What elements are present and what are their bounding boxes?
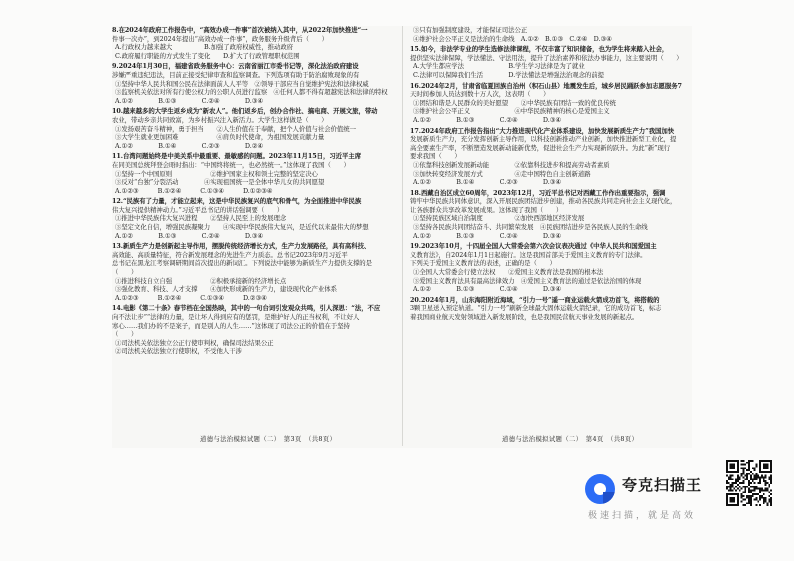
answer-option-line: A.①② B.①③ C.②④ D.③④ xyxy=(413,115,562,124)
answer-option-line: A.①② B.①③ C.②④ D.③④ xyxy=(115,231,264,240)
question-text-line: 件事一次办”，到2024年提出“高效办成一件事”，政务服务升级背后（ ） xyxy=(112,34,328,43)
question-stem-line: 16.2024年2月，甘肃省临夏回族自治州（积石山县）地震发生后，城乡居民踊跃参加志愿服务7 xyxy=(410,81,682,90)
question-stem-line: 17.2024年政府工作报告指出“大力推进现代化产业体系建设，加快发展新质生产力”我国加快 xyxy=(410,126,675,135)
answer-option-line: A.①② B.①③ C.①④ D.③④ xyxy=(413,285,562,294)
question-text-line: 寒心……我们办的不是案子，而是别人的人生……”这体现了司法公正的价值在于坚持 xyxy=(112,321,350,330)
question-text-line: 3颗卫星送入预定轨道。“引力一号”刷新全球最大固体运载火箭纪录，它的成功首飞，标志 xyxy=(410,304,662,313)
answer-option-line: ③反对“台独”分裂活动 ④实现祖国统一是全体中华儿女的共同愿望 xyxy=(115,178,325,187)
question-stem-line: 13.新质生产力是创新起主导作用，摆脱传统经济增长方式，生产力发展路径，具有高科技、 xyxy=(112,242,371,251)
answer-option-line: ③爱国主义教育法具有最高法律效力 ④爱国主义教育法的通过是依法治国的体现 xyxy=(413,276,642,285)
answer-option-line: C.法律可以保障我们生活 D.学法懂法是增强法治观念的前提 xyxy=(413,70,604,79)
question-text-line: 涉嫌严重违纪违法，目前正接受纪律审查和监察调查。下列选项有助于防治腐败现象的有 xyxy=(112,70,360,79)
question-text-line: 让各族群众共享改革发展成果。这体现了我国（ ） xyxy=(410,205,563,214)
answer-option-line: ①推进中华民族伟大复兴进程 ②坚持人民至上的发展理念 xyxy=(115,214,287,223)
right-page-footer: 道德与法治模拟试题（二） 第4页 （共8页） xyxy=(502,435,639,443)
question-stem-line: 15.如今，非法学专业的学生选修法律课程，不仅丰富了知识储备，也为学生将来踏入社会， xyxy=(410,45,669,54)
answer-option-line: ③强化教育、科技、人才支撑 ④加快形成新的生产力，建设现代化产业体系 xyxy=(115,285,337,294)
left-page-column xyxy=(112,26,394,446)
question-text-line: 提供坚实法律保障，学法懂法、守法用法，提升了法治素养和依法办事能力，这主要说明（ ） xyxy=(410,53,683,62)
page-divider xyxy=(402,26,403,446)
answer-option-line: ①坚持民族区域自治制度 ②加快西部地区经济发展 xyxy=(413,214,585,223)
answer-option-line: ①推进科技自立自强 ②积极承接新的经济增长点 xyxy=(115,276,287,285)
question-text-line: 天时间参加人员达到数十万人次，这表明（ ） xyxy=(410,90,550,99)
question-text-line: 要求我国（ ） xyxy=(410,152,461,161)
question-text-line: （ ） xyxy=(112,268,138,277)
brand-tagline: 极速扫描，就是高效 xyxy=(588,511,697,521)
answer-option-line: A.行政权力越来越大 B.加强了政府权威性，推动政府 xyxy=(115,43,294,52)
quark-logo-icon xyxy=(585,474,615,504)
question-stem-line: 20.2024年1月，山东海阳附近海域，“引力一号”遥一商业运载火箭成功首飞，将搭载的 xyxy=(410,295,660,304)
answer-option-line: ③监察机关依法对所有行使公权力的公职人员进行监察 ④任何人都不得有超越宪法和法律的特权 xyxy=(115,88,388,97)
answer-option-line: A.①② B.①③ C.②④ D.③④ xyxy=(115,96,264,105)
exam-sheet xyxy=(112,26,692,448)
question-text-line: 着我国商业航天发射领域进入新发展阶段，也是我国民营航天事业发展的新起点。 xyxy=(410,313,639,321)
answer-option-line: A.①②③ B.①②④ C.①③④ D.①②③④ xyxy=(115,186,273,195)
answer-option-line: A.①② B.①④ C.②③ D.③④ xyxy=(413,178,562,187)
brand-name: 夸克扫描王 xyxy=(622,476,703,494)
answer-option-line: ①全国人大常委会行使立法权 ②爱国主义教育法是我国的根本法 xyxy=(413,268,604,277)
question-stem-line: 9.2024年1月30日，福建省政务服务中心：云南省丽江市委书记等，深化法治政府建设 xyxy=(112,62,359,71)
question-stem-line: 10.越来越多的大学生返乡成为“新农人”。他们返乡后，创办合作社、搞电商、开展文旅，带动 xyxy=(112,107,378,116)
answer-option-line: ③坚持各民族共同团结奋斗、共同繁荣发展 ④民族团结进步是各民族人民的生命线 xyxy=(413,223,648,232)
answer-option-line: ③加快转变经济发展方式 ④走中国特色自主创新道路 xyxy=(413,169,591,178)
answer-option-line: A.大学生都应学法 B.学生学习法律是为了就业 xyxy=(413,62,585,71)
answer-option-line: ①发扬艰苦奋斗精神，勇于担当 ②人生价值在于奉献，把个人价值与社会价值统一 xyxy=(115,124,356,133)
question-text-line: 义教育法》，自2024年1月1日起施行。这是我国首部关于爱国主义教育的专门法律。 xyxy=(410,250,647,259)
question-text-line: 农业，带动乡亲共同致富，为乡村振兴注入新活力。大学生这样做是（ ） xyxy=(112,115,328,124)
right-page-column xyxy=(410,26,692,446)
answer-option-line: A.①② B.①③ C.②④ D.③④ xyxy=(413,231,562,240)
answer-option-line: ①司法机关依法独立公正行使审判权，确保司法结果公正 xyxy=(115,338,274,347)
question-text-line: 高全要素生产率，不断塑造发展新动能新优势，促进社会生产力实现新的跃升。为此“新”现行 xyxy=(410,143,671,152)
answer-option-line: A.①②③ B.①②④ C.①③④ D.②③④ xyxy=(115,293,267,302)
question-text-line: 发展新质生产力，充分发挥创新主导作用，以科技创新推动产业创新，加快推进新型工业化，提 xyxy=(410,135,677,144)
question-stem-line: 18.西藏自治区成立60周年，2023年12月，习近平总书记对西藏工作作出重要指示，强调 xyxy=(410,188,666,197)
answer-option-line: ①坚持中华人民共和国公民在法律面前人人平等 ②领导干部应当自觉维护宪法和法律权威 xyxy=(115,79,369,88)
question-stem-line: 14.电影《第二十条》春节档在全国热映，其中的一句台词引发观众共鸣，引人深思：“法，不应 xyxy=(112,304,381,313)
question-stem-line: 19.2023年10月，十四届全国人大常委会第六次会议表决通过《中华人民共和国爱国主 xyxy=(410,242,657,251)
left-page-footer: 道德与法治模拟试题（二） 第3页 （共8页） xyxy=(200,435,337,443)
question-text-line: 总书记在黑龙江考察调研期间首次提出的新词汇。下列说法中能够为新质生产力提供支撑的是 xyxy=(112,259,372,268)
answer-option-line: ①团结和谐是人民群众的美好愿望 ②中华民族有团结一致的优良传统 xyxy=(413,98,616,107)
question-text-line: （ ） xyxy=(112,330,138,339)
qr-code-icon xyxy=(726,460,772,506)
question-stem-line: 12.“民族有了力量，才能立起来，这是中华民族复兴的底气和骨气，为全面推进中华民族 xyxy=(112,197,362,206)
question-text-line: 下列关于爱国主义教育法的表述，正确的是（ ） xyxy=(410,259,556,268)
question-stem-line: 8.在2024年政府工作报告中，“高效办成一件事”首次被纳入其中，从2022年加快推进“一 xyxy=(112,26,368,34)
question-stem-line: 11.台湾问题始终是中美关系中最重要、最敏感的问题。2023年11月15日，习近平主席 xyxy=(112,152,362,161)
answer-option-line: C.政府履行职能的方式发生了变化 D.扩大了行政管理职权范围 xyxy=(115,51,300,60)
answer-option-line: ①依靠科技创新发展新动能 ②依靠科技进步和提高劳动者素质 xyxy=(413,160,610,169)
answer-option-line: ③大学生就业更加困难 ④肩负时代使命，为祖国发展贡献力量 xyxy=(115,133,325,142)
answer-option-line: ③只有加强制度建设，才能保证司法公正 xyxy=(413,26,528,34)
answer-option-line: ③维护社会公平正义 ④中华民族精神的核心是爱国主义 xyxy=(413,107,610,116)
question-text-line: 伟大复兴提供精神动力。”习近平总书记的讲话强调要（ ） xyxy=(112,205,284,214)
answer-option-line: A.①② B.①④ C.②③ D.②④ xyxy=(115,141,264,150)
answer-option-line: ②司法机关依法独立行使职权，不受他人干涉 xyxy=(115,347,242,356)
answer-option-line: ①坚持一个中国原则 ②维护国家主权和领土完整的坚定决心 xyxy=(115,169,318,178)
question-text-line: 铸牢中华民族共同体意识，深入开展民族团结进步创建，推动各民族共同走向社会主义现代化， xyxy=(410,197,677,206)
question-text-line: 向不法让步”“法律的力量，是让坏人得到应有的惩罚，是维护好人的正当权利，不让好人 xyxy=(112,313,360,321)
question-text-line: 高效能、高质量特征，符合新发展理念的先进生产力质态。总书记2023年9月习近平 xyxy=(112,250,348,259)
answer-option-line: ④维护社会公平正义是法治的生命线 A.①② B.①③ C.②④ D.③④ xyxy=(413,34,612,43)
question-text-line: 在同美国总统拜登会晤时指出：“中国终将统一，也必然统一。”这体现了我国（ ） xyxy=(112,160,350,169)
answer-option-line: ③坚定文化自信，增强民族凝聚力 ④实现中华民族伟大复兴，是近代以来最伟大的梦想 xyxy=(115,223,369,232)
